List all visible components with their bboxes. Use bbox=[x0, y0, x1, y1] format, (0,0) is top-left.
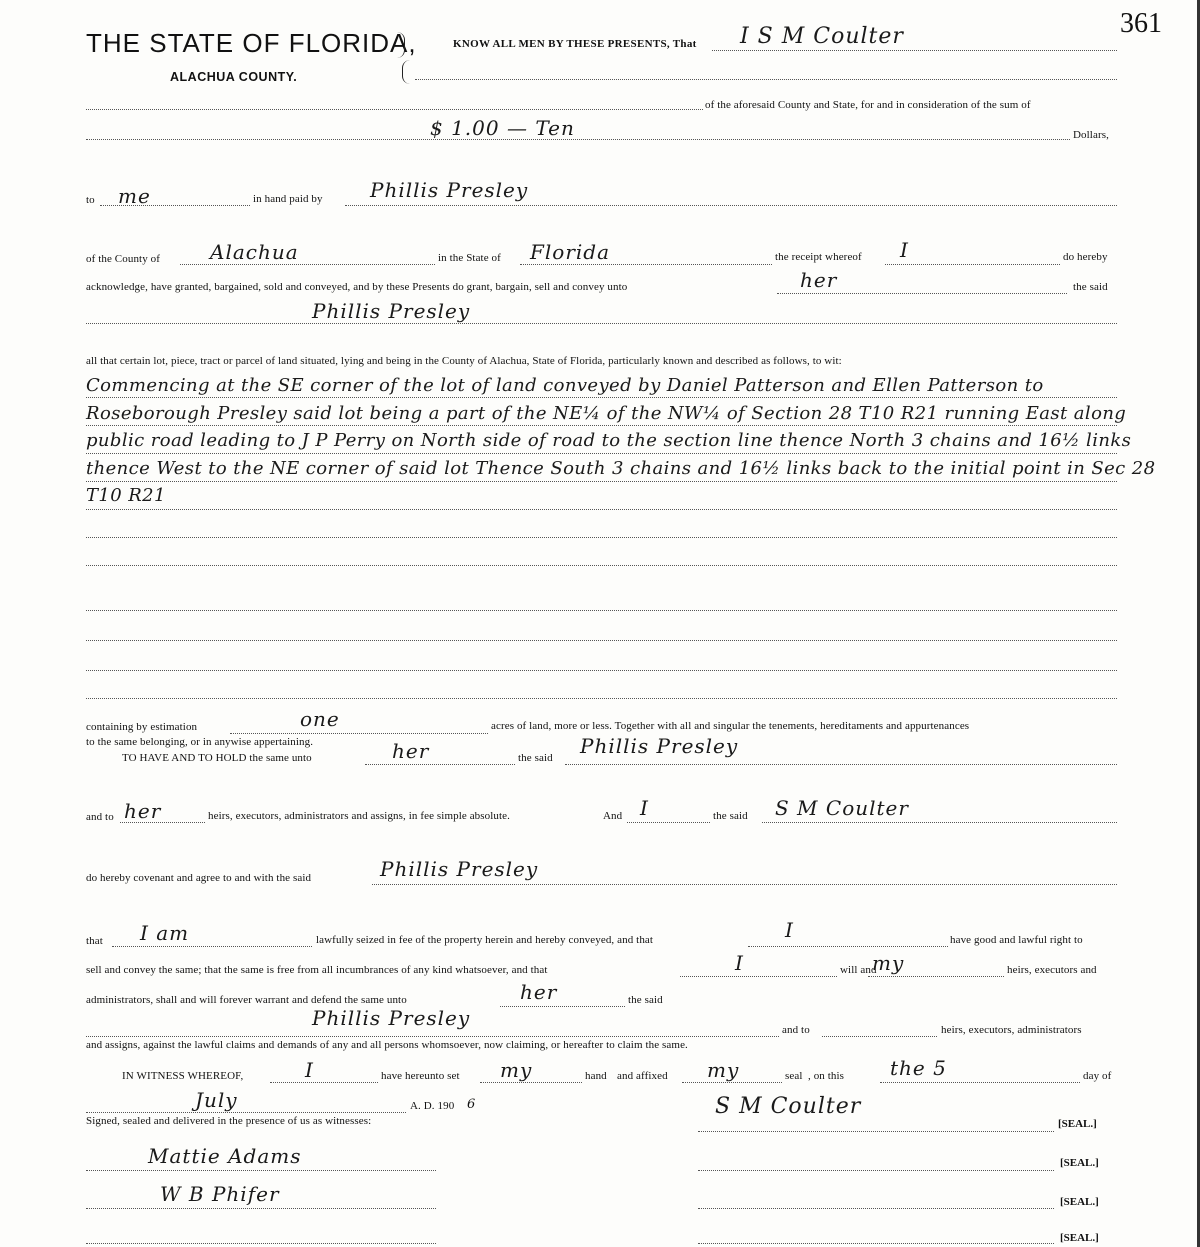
will-and-label: will and bbox=[840, 964, 877, 976]
line bbox=[112, 946, 312, 947]
line bbox=[86, 1170, 436, 1171]
line bbox=[520, 264, 772, 265]
seal-word: seal bbox=[785, 1070, 803, 1082]
and-that-name: I bbox=[785, 918, 794, 942]
heirs-grantor: S M Coulter bbox=[775, 796, 909, 820]
consideration-text: of the aforesaid County and State, for and in consideration of the sum of bbox=[705, 99, 1031, 111]
consideration-amount: $ 1.00 — Ten bbox=[430, 116, 575, 140]
grant-unto: her bbox=[800, 268, 838, 292]
state-name: Florida bbox=[530, 240, 610, 264]
line bbox=[86, 537, 1117, 538]
line bbox=[86, 109, 703, 110]
line bbox=[86, 139, 1070, 140]
know-all-text: KNOW ALL MEN BY THESE PRESENTS, That bbox=[453, 38, 697, 50]
will-name: I bbox=[735, 951, 744, 975]
line bbox=[698, 1243, 1054, 1244]
dollars-label: Dollars, bbox=[1073, 129, 1109, 141]
and-label: And bbox=[603, 810, 623, 822]
county-name: Alachua bbox=[210, 240, 299, 264]
witness-text: IN WITNESS WHEREOF, bbox=[122, 1070, 244, 1082]
line bbox=[86, 640, 1117, 641]
line bbox=[565, 764, 1117, 765]
have-right-text: have good and lawful right to bbox=[950, 934, 1083, 946]
do-hereby-label: do hereby bbox=[1063, 251, 1108, 263]
seal-2: [SEAL.] bbox=[1060, 1157, 1099, 1169]
paid-by-label: in hand paid by bbox=[253, 193, 323, 205]
line bbox=[480, 1082, 582, 1083]
description-intro: all that certain lot, piece, tract or parcel of land situated, lying and being in the County of Alachua, State of Florida, particularly known and described as follows, to wit: bbox=[86, 355, 842, 367]
state-of-label: in the State of bbox=[438, 252, 501, 264]
year-value: 6 bbox=[467, 1097, 476, 1112]
line bbox=[230, 733, 488, 734]
brace-top bbox=[396, 32, 405, 58]
line bbox=[180, 264, 435, 265]
and-to-label: and to bbox=[86, 811, 114, 823]
line bbox=[880, 1082, 1080, 1083]
receipt-label: the receipt whereof bbox=[775, 251, 862, 263]
day-value: the 5 bbox=[890, 1056, 947, 1080]
line bbox=[698, 1208, 1054, 1209]
have-set-label: have hereunto set bbox=[381, 1070, 460, 1082]
warrant-grantee: Phillis Presley bbox=[312, 1006, 471, 1030]
line bbox=[415, 79, 1117, 80]
grant-grantee: Phillis Presley bbox=[312, 299, 471, 323]
hand-name: my bbox=[500, 1058, 533, 1082]
paid-by-name: Phillis Presley bbox=[370, 178, 529, 202]
line bbox=[86, 1036, 779, 1037]
page-number: 361 bbox=[1120, 8, 1162, 39]
the-said-label: the said bbox=[1073, 281, 1108, 293]
habendum-the-said: the said bbox=[518, 752, 553, 764]
line bbox=[270, 1082, 378, 1083]
witness-1: Mattie Adams bbox=[148, 1144, 302, 1168]
and-to-2-label: and to bbox=[782, 1024, 810, 1036]
line bbox=[762, 822, 1117, 823]
covenant-text: do hereby covenant and agree to and with the said bbox=[86, 872, 312, 884]
line bbox=[698, 1131, 1054, 1132]
on-this-label: , on this bbox=[808, 1070, 845, 1082]
warrant-unto: her bbox=[520, 980, 558, 1004]
line bbox=[86, 610, 1117, 611]
brace-bottom bbox=[402, 60, 411, 84]
warrant-the-said: the said bbox=[628, 994, 663, 1006]
heirs-executors-label: heirs, executors and bbox=[1007, 964, 1097, 976]
line bbox=[777, 293, 1067, 294]
line bbox=[86, 323, 1117, 324]
line bbox=[822, 1036, 937, 1037]
seal-name: my bbox=[707, 1058, 740, 1082]
line bbox=[345, 205, 1117, 206]
line bbox=[500, 1006, 625, 1007]
line bbox=[680, 976, 837, 977]
lawful-claims-text: and assigns, against the lawful claims and demands of any and all persons whomsoever, now claiming, or hereafter to claim the same. bbox=[86, 1039, 688, 1051]
day-of-label: day of bbox=[1083, 1070, 1112, 1082]
line bbox=[86, 1243, 436, 1244]
state-title: THE STATE OF FLORIDA, bbox=[86, 28, 417, 58]
ad-label: A. D. 190 bbox=[410, 1100, 455, 1112]
to-label: to bbox=[86, 194, 95, 206]
acres-text: acres of land, more or less. Together with all and singular the tenements, hereditaments and appurtenances bbox=[491, 720, 970, 732]
heirs2-label: heirs, executors, administrators bbox=[941, 1024, 1082, 1036]
containing-label: containing by estimation bbox=[86, 721, 198, 733]
line bbox=[86, 1208, 436, 1209]
to-name: me bbox=[118, 184, 151, 208]
line bbox=[86, 698, 1117, 699]
appertaining-text: to the same belonging, or in anywise appertaining. bbox=[86, 736, 314, 748]
that-name: I am bbox=[140, 921, 190, 945]
whereof-name: I bbox=[305, 1058, 314, 1082]
warranty-text: sell and convey the same; that the same is free from all incumbrances of any kind whatsoever, and that bbox=[86, 964, 548, 976]
habendum-unto: her bbox=[392, 739, 430, 763]
line bbox=[712, 50, 1117, 51]
acres-value: one bbox=[300, 707, 340, 731]
grantor-name: I S M Coulter bbox=[740, 24, 904, 49]
and-name: I bbox=[640, 796, 649, 820]
county-of-label: of the County of bbox=[86, 253, 161, 265]
heirs-text: heirs, executors, administrators and assigns, in fee simple absolute. bbox=[208, 810, 510, 822]
line bbox=[682, 1082, 782, 1083]
seizin-text: lawfully seized in fee of the property herein and hereby conveyed, and that bbox=[316, 934, 654, 946]
signed-text: Signed, sealed and delivered in the presence of us as witnesses: bbox=[86, 1115, 372, 1127]
line bbox=[86, 565, 1117, 566]
line bbox=[885, 264, 1060, 265]
witness-2: W B Phifer bbox=[160, 1182, 280, 1206]
line bbox=[748, 946, 948, 947]
that-label: that bbox=[86, 935, 103, 947]
line bbox=[627, 822, 710, 823]
hand-label: hand bbox=[585, 1070, 607, 1082]
habendum-grantee: Phillis Presley bbox=[580, 734, 739, 758]
line bbox=[868, 976, 1004, 977]
line bbox=[698, 1170, 1054, 1171]
line bbox=[86, 1112, 406, 1113]
property-description: Commencing at the SE corner of the lot of land conveyed by Daniel Patterson and Ellen Patterson to Roseborough Presley said lot being a part of the NE¼ of the NW¼ of Section 28 T10 R21 running East along public road leading to J P Perry on North side of road to the section line thence North 3 chains and 16½ links thence West to the NE corner of said lot Thence South 3 chains and 16½ links back to the initial point in Sec 28 T10 R21 bbox=[86, 375, 1156, 506]
line bbox=[86, 670, 1117, 671]
warrant-text: administrators, shall and will forever warrant and defend the same unto bbox=[86, 994, 407, 1006]
seal-1: [SEAL.] bbox=[1058, 1118, 1097, 1130]
covenant-grantee: Phillis Presley bbox=[380, 857, 539, 881]
month-value: July bbox=[195, 1088, 238, 1112]
county-title: ALACHUA COUNTY. bbox=[170, 70, 298, 84]
habendum-text: TO HAVE AND TO HOLD the same unto bbox=[122, 752, 312, 764]
my-name: my bbox=[872, 951, 905, 975]
seal-3: [SEAL.] bbox=[1060, 1196, 1099, 1208]
receipt-name: I bbox=[900, 238, 909, 262]
and-to-name: her bbox=[124, 799, 162, 823]
line bbox=[372, 884, 1117, 885]
heirs-the-said: the said bbox=[713, 810, 748, 822]
seal-4: [SEAL.] bbox=[1060, 1232, 1099, 1244]
affixed-label: and affixed bbox=[617, 1070, 668, 1082]
line bbox=[365, 764, 515, 765]
grantor-signature: S M Coulter bbox=[715, 1094, 862, 1119]
grant-text: acknowledge, have granted, bargained, sold and conveyed, and by these Presents do grant, bargain, sell and convey unto bbox=[86, 281, 628, 293]
